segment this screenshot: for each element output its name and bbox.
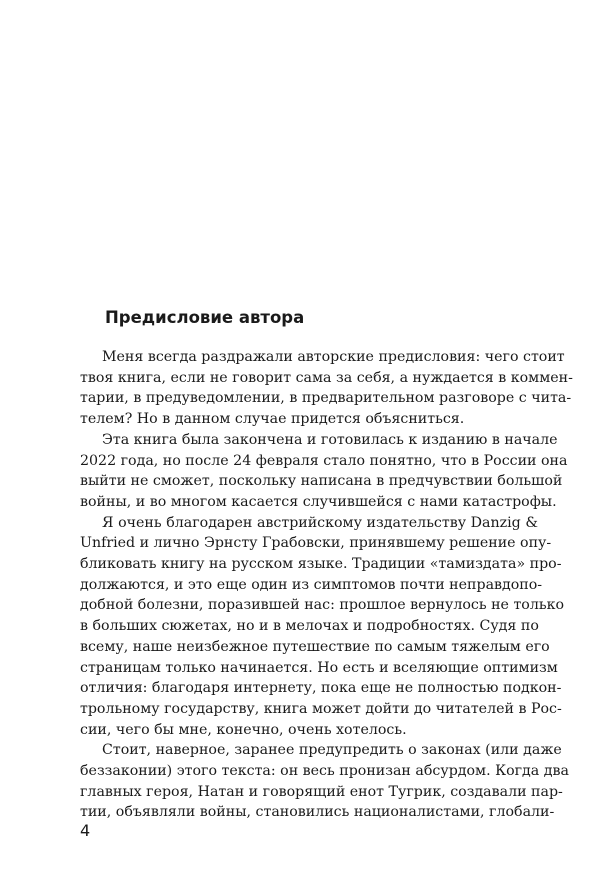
- text-line: Unfried и лично Эрнсту Грабовски, принявшему решение опу-: [80, 535, 552, 552]
- text-line: бликовать книгу на русском языке. Традиции «тамиздата» про-: [80, 556, 562, 573]
- text-line: Стоит, наверное, заранее предупредить о законах (или даже: [102, 742, 562, 759]
- text-line: главных героя, Натан и говорящий енот Тугрик, создавали пар-: [80, 783, 563, 800]
- text-line: трольному государству, книга может дойти до читателей в Рос-: [80, 700, 562, 717]
- text-line: войны, и во многом касается случившейся с нами катастрофы.: [80, 493, 557, 510]
- text-line: телем? Но в данном случае придется объясниться.: [80, 411, 465, 428]
- text-line: должаются, и это еще один из симптомов почти неправдопо-: [80, 576, 543, 593]
- page-number: 4: [80, 821, 91, 840]
- text-line: Меня всегда раздражали авторские предисловия: чего стоит: [102, 349, 565, 365]
- text-line: добной болезни, поразившей нас: прошлое вернулось не только: [80, 597, 564, 614]
- text-line: тарии, в предуведомлении, в предварительном разговоре с чита-: [80, 390, 572, 407]
- chapter-heading: Предисловие автора: [105, 308, 305, 327]
- text-line: Я очень благодарен австрийскому издательству Danzig &: [102, 514, 538, 531]
- text-line: 2022 года, но после 24 февраля стало понятно, что в России она: [80, 452, 568, 469]
- text-line: Эта книга была закончена и готовилась к изданию в начале: [102, 431, 558, 448]
- text-line: сии, чего бы мне, конечно, очень хотелось.: [80, 721, 407, 738]
- text-line: всему, наше неизбежное путешествие по самым тяжелым его: [80, 638, 550, 655]
- text-line: в больших сюжетах, но и в мелочах и подробностях. Судя по: [80, 618, 539, 635]
- text-line: выйти не сможет, поскольку написана в предчувствии большой: [80, 473, 563, 490]
- text-line: отличия: благодаря интернету, пока еще не полностью подкон-: [80, 680, 562, 697]
- body-text: [80, 347, 573, 823]
- text-line: тии, объявляли войны, становились националистами, глобали-: [80, 804, 555, 821]
- text-line: твоя книга, если не говорит сама за себя, а нуждается в коммен-: [80, 369, 573, 386]
- text-line: страницам только начинается. Но есть и вселяющие оптимизм: [80, 659, 558, 676]
- text-line: беззаконии) этого текста: он весь пронизан абсурдом. Когда два: [80, 763, 569, 780]
